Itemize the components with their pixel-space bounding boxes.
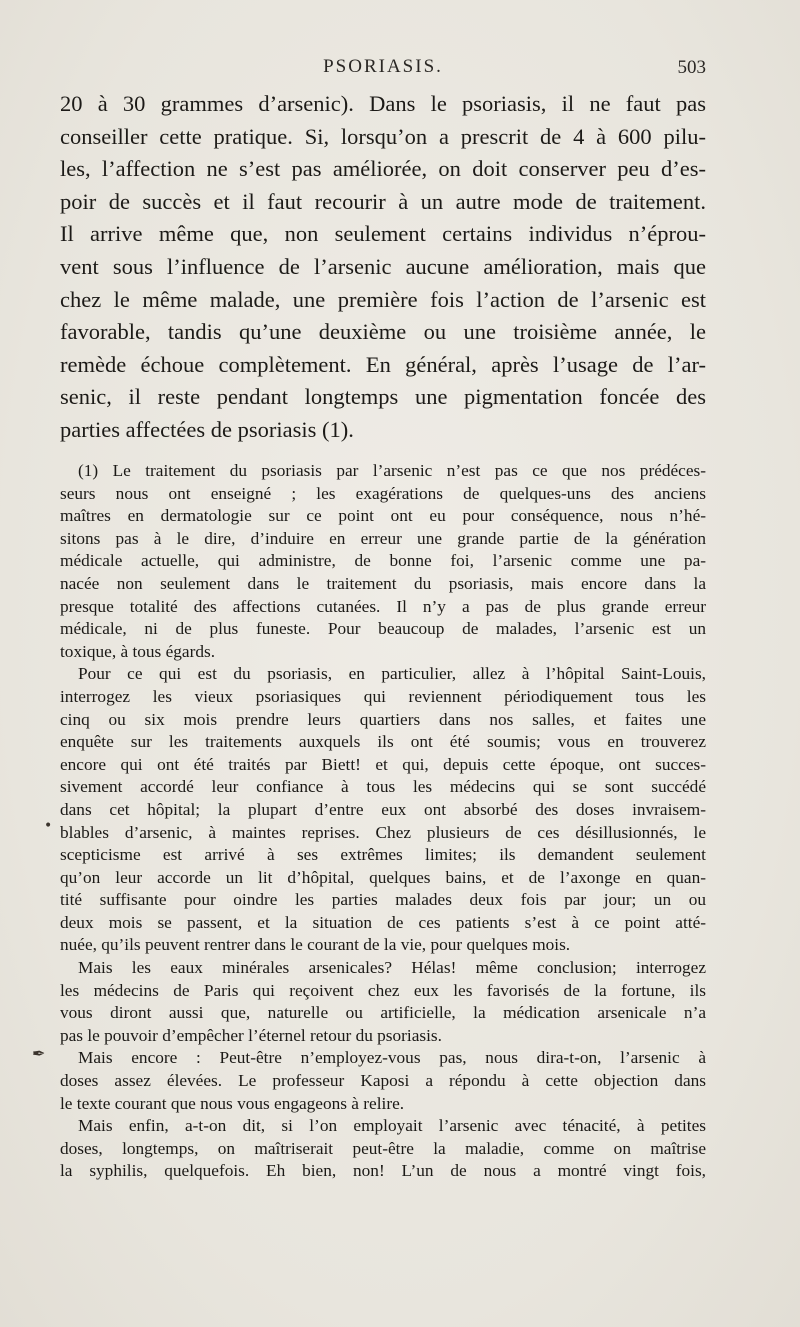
- main-line: 20 à 30 grammes d’arsenic). Dans le psoriasis, il ne faut pas: [60, 91, 706, 116]
- footnote-line: deux mois se passent, et la situation de ces patients s’est à ce point atté-: [60, 912, 706, 932]
- footnote-line: Mais encore : Peut-être n’employez-vous pas, nous dira-t-on, l’arsenic à: [78, 1048, 706, 1068]
- page-header: [60, 56, 706, 84]
- footnote-line: maîtres en dermatologie sur ce point ont eu pour conséquence, nous n’hé-: [60, 506, 706, 526]
- page-number: 503: [677, 57, 706, 78]
- footnote-line: vous diront aussi que, naturelle ou artificielle, la médication arsenicale n’a: [60, 1003, 706, 1023]
- footnote-line: qu’on leur accorde un lit d’hôpital, quelques bains, et de l’axonge en quan-: [60, 867, 706, 887]
- main-line: chez le même malade, une première fois l’action de l’arsenic est: [60, 286, 706, 312]
- main-line: conseiller cette pratique. Si, lorsqu’on a prescrit de 4 à 600 pilu-: [60, 123, 706, 149]
- footnote-line: le texte courant que nous vous engageons à relire.: [60, 1093, 405, 1113]
- footnote-line: blables d’arsenic, à maintes reprises. Chez plusieurs de ces désillusionnés, le: [60, 822, 706, 842]
- footnote-line: Mais enfin, a-t-on dit, si l’on employait l’arsenic avec ténacité, à petites: [78, 1116, 706, 1136]
- footnote-block: [60, 460, 706, 1183]
- footnote-line: doses, longtemps, on maîtriserait peut-être la maladie, comme on maîtrise: [60, 1138, 706, 1158]
- footnote-line: (1) Le traitement du psoriasis par l’arsenic n’est pas ce que nos prédéces-: [78, 461, 706, 480]
- footnote-line: médicale actuelle, qui administre, de bonne foi, l’arsenic comme une pa-: [60, 551, 706, 571]
- footnote-line: les médecins de Paris qui reçoivent chez eux les favorisés de la fortune, ils: [60, 980, 706, 1000]
- footnote-line: pas le pouvoir d’empêcher l’éternel retour du psoriasis.: [60, 1025, 442, 1045]
- footnote-line: interrogez les vieux psoriasiques qui reviennent périodiquement tous les: [60, 686, 706, 706]
- footnote-line: presque totalité des affections cutanées. Il n’y a pas de plus grande erreur: [60, 596, 706, 616]
- footnote-line: sivement accordé leur confiance à tous les médecins qui se sont succédé: [60, 777, 706, 797]
- footnote-paragraph: [60, 663, 706, 957]
- footnote-line: Pour ce qui est du psoriasis, en particulier, allez à l’hôpital Saint-Louis,: [78, 664, 706, 684]
- footnote-line: tité suffisante pour oindre les parties malades deux fois par jour; un ou: [60, 890, 706, 910]
- margin-dot-mark: •: [44, 818, 53, 834]
- footnote-line: médicale, ni de plus funeste. Pour beaucoup de malades, l’arsenic est un: [60, 619, 706, 639]
- footnote-line: doses assez élevées. Le professeur Kaposi a répondu à cette objection dans: [60, 1071, 706, 1091]
- main-line: favorable, tandis qu’une deuxième ou une troisième année, le: [60, 319, 706, 345]
- main-paragraph: [60, 88, 706, 447]
- margin-pen-mark: ✒: [32, 1044, 46, 1063]
- footnote-line: Mais les eaux minérales arsenicales? Hélas! même conclusion; interrogez: [78, 958, 706, 978]
- footnote-line: encore qui ont été traités par Biett! et qui, depuis cette époque, ont succes-: [60, 754, 706, 774]
- footnote-paragraph: [60, 957, 706, 1047]
- footnote-line: sitons pas à le dire, d’induire en erreur une grande partie de la génération: [60, 528, 706, 548]
- main-line: senic, il reste pendant longtemps une pigmentation foncée des: [60, 384, 706, 410]
- main-line: poir de succès et il faut recourir à un autre mode de traitement.: [60, 188, 706, 214]
- footnote-line: enquête sur les traitements auxquels ils ont été soumis; vous en trouverez: [60, 732, 706, 752]
- footnote-line: seurs nous ont enseigné ; les exagérations de quelques-uns des anciens: [60, 483, 706, 503]
- footnote-line: cinq ou six mois prendre leurs quartiers dans nos salles, et faites une: [60, 709, 706, 729]
- footnote-line: scepticisme est arrivé à ses extrêmes limites; ils demandent seulement: [60, 845, 706, 865]
- footnote-line: dans cet hôpital; la plupart d’entre eux ont absorbé des doses invraisem-: [60, 799, 706, 819]
- main-line: Il arrive même que, non seulement certains individus n’éprou-: [60, 221, 706, 247]
- footnote-paragraph: [60, 1047, 706, 1115]
- footnote-paragraph: [60, 460, 706, 663]
- footnote-line: nuée, qu’ils peuvent rentrer dans le courant de la vie, pour quelques mois.: [60, 935, 571, 955]
- footnote-line: nacée non seulement dans le traitement du psoriasis, mais encore dans la: [60, 573, 706, 593]
- footnote-line: toxique, à tous égards.: [60, 641, 216, 661]
- running-head: PSORIASIS.: [323, 56, 443, 77]
- main-line: parties affectées de psoriasis (1).: [60, 416, 354, 442]
- main-line: vent sous l’influence de l’arsenic aucune amélioration, mais que: [60, 253, 706, 279]
- main-line: les, l’affection ne s’est pas améliorée, on doit conserver peu d’es-: [60, 156, 706, 182]
- main-line: remède échoue complètement. En général, après l’usage de l’ar-: [60, 351, 706, 377]
- footnote-paragraph: [60, 1115, 706, 1183]
- footnote-line: la syphilis, quelquefois. Eh bien, non! L’un de nous a montré vingt fois,: [60, 1161, 706, 1181]
